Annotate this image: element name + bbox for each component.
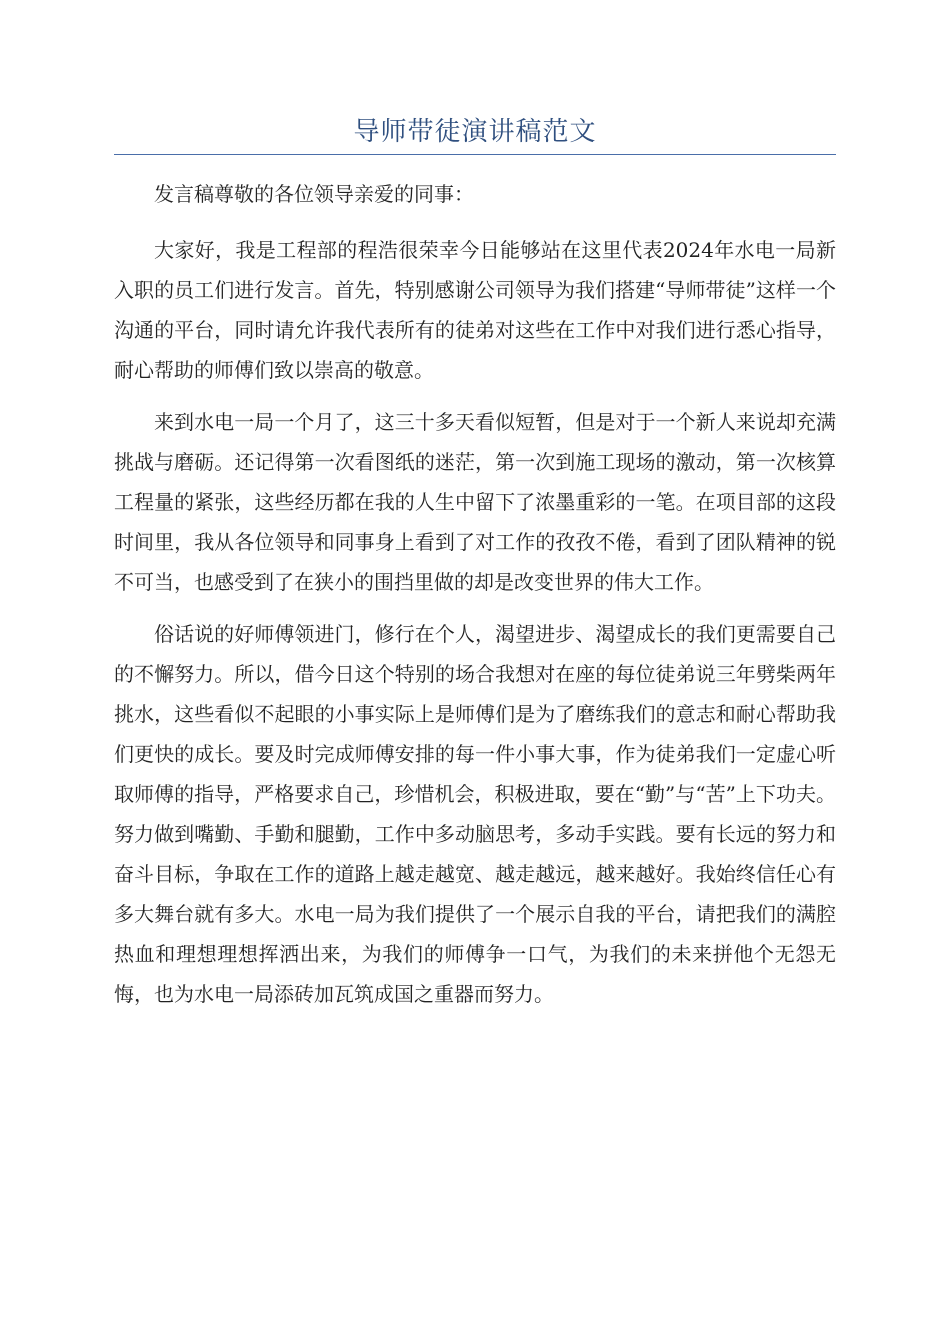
title-underline [114, 154, 836, 155]
document-title: 导师带徒演讲稿范文 [353, 117, 597, 147]
salutation-paragraph: 发言稿尊敬的各位领导亲爱的同事： [154, 182, 474, 206]
body-paragraph-3: 俗话说的好师傅领进门，修行在个人，渴望进步、渴望成长的我们更需要自己的不懈努力。所以，借今日这个特别的场合我想对在座的每位徒弟说三年劈柴两年挑水，这些看似不起眼的小事实际上是师傅们是为了磨练我们的意志和耐心帮助我们更快的成长。要及时完成师傅安排的每一件小事大事，作为徒弟我们一定虚心听取师傅的指导，严格要求自己，珍惜机会，积极进取，要在“勤”与“苦”上下功夫。努力做到嘴勤、手勤和腿勤，工作中多动脑思考，多动手实践。要有长远的努力和奋斗目标，争取在工作的道路上越走越宽、越走越远，越来越好。我始终信任心有多大舞台就有多大。水电一局为我们提供了一个展示自我的平台，请把我们的满腔热血和理想理想挥洒出来，为我们的师傅争一口气，为我们的未来拼他个无怨无悔，也为水电一局添砖加瓦筑成国之重器而努力。 [114, 622, 836, 1006]
document-body [114, 174, 836, 1026]
body-paragraph-2: 来到水电一局一个月了，这三十多天看似短暂，但是对于一个新人来说却充满挑战与磨砺。还记得第一次看图纸的迷茫，第一次到施工现场的激动，第一次核算工程量的紧张，这些经历都在我的人生中留下了浓墨重彩的一笔。在项目部的这段时间里，我从各位领导和同事身上看到了对工作的孜孜不倦，看到了团队精神的锐不可当，也感受到了在狭小的围挡里做的却是改变世界的伟大工作。 [114, 410, 836, 594]
body-paragraph-1: 大家好，我是工程部的程浩很荣幸今日能够站在这里代表2024年水电一局新入职的员工们进行发言。首先，特别感谢公司领导为我们搭建“导师带徒”这样一个沟通的平台，同时请允许我代表所有的徒弟对这些在工作中对我们进行悉心指导，耐心帮助的师傅们致以崇高的敬意。 [114, 238, 836, 382]
